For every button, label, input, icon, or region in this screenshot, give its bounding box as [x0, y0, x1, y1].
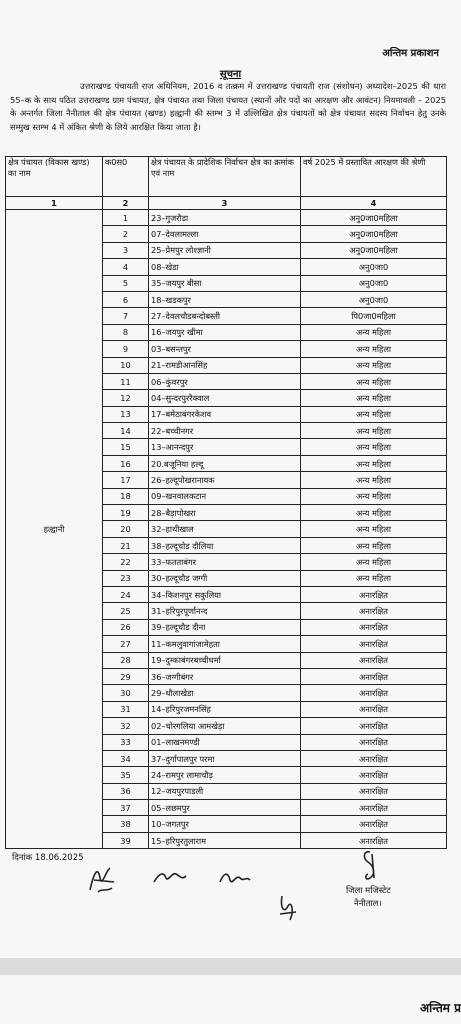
category-cell: अन्य महिला: [301, 488, 447, 504]
category-cell: अनारक्षित: [301, 701, 447, 717]
category-cell: अन्य महिला: [301, 423, 447, 439]
category-cell: अन्य महिला: [301, 406, 447, 422]
constituency-cell: 16–जयपुर खीमा: [149, 324, 301, 340]
category-cell: अनारक्षित: [301, 816, 447, 832]
constituency-cell: 34–किशनपुर सकुलिया: [149, 586, 301, 602]
serial-number-cell: 15: [103, 439, 149, 455]
serial-number-cell: 34: [103, 750, 149, 766]
constituency-cell: 04–सुन्दरपुररैक्वाल: [149, 390, 301, 406]
serial-number-cell: 23: [103, 570, 149, 586]
constituency-cell: 01–लाखनमण्डी: [149, 734, 301, 750]
category-cell: अनारक्षित: [301, 603, 447, 619]
notice-date: दिनांक 18.06.2025: [12, 853, 84, 863]
constituency-cell: 36–जग्गीबंगर: [149, 668, 301, 684]
constituency-cell: 02–चोरगलिया आमखेड़ा: [149, 718, 301, 734]
category-cell: अन्य महिला: [301, 357, 447, 373]
constituency-cell: 17–बमेठाबंगरकेशव: [149, 406, 301, 422]
signature-magistrate: [358, 848, 382, 884]
serial-number-cell: 22: [103, 554, 149, 570]
serial-number-cell: 13: [103, 406, 149, 422]
serial-number-cell: 24: [103, 586, 149, 602]
serial-number-cell: 37: [103, 800, 149, 816]
category-cell: अनारक्षित: [301, 718, 447, 734]
category-cell: अन्य महिला: [301, 472, 447, 488]
category-cell: अन्य महिला: [301, 439, 447, 455]
serial-number-cell: 5: [103, 275, 149, 291]
block-name-cell: हल्द्वानी: [6, 210, 103, 849]
table-header-row: [6, 157, 447, 197]
district-magistrate-title: जिला मजिस्टेट नैनीताल।: [346, 886, 391, 909]
constituency-cell: 22–बच्चीनगर: [149, 423, 301, 439]
constituency-cell: 05–लछमपुर: [149, 800, 301, 816]
serial-number-cell: 12: [103, 390, 149, 406]
serial-number-cell: 26: [103, 619, 149, 635]
header-serial-no: क0स0: [103, 157, 149, 197]
category-cell: अनु0जा0महिला: [301, 226, 447, 242]
category-cell: अन्य महिला: [301, 390, 447, 406]
category-cell: अनु0जा0महिला: [301, 210, 447, 226]
category-cell: अन्य महिला: [301, 554, 447, 570]
category-cell: अनारक्षित: [301, 734, 447, 750]
signature-3: [218, 868, 252, 890]
serial-number-cell: 6: [103, 291, 149, 307]
category-cell: अनारक्षित: [301, 668, 447, 684]
category-cell: अनारक्षित: [301, 783, 447, 799]
header-constituency: क्षेत्र पंचायत के प्रादेशिक निर्वाचन क्षेत्र का क्रमांक एवं नाम: [149, 157, 301, 197]
constituency-cell: 28–बैड़ापोखरा: [149, 505, 301, 521]
serial-number-cell: 20: [103, 521, 149, 537]
column-number: 2: [103, 197, 149, 210]
constituency-cell: 09–खनवालकटान: [149, 488, 301, 504]
column-number-row: [6, 197, 447, 210]
category-cell: अनु0जा0महिला: [301, 242, 447, 258]
serial-number-cell: 36: [103, 783, 149, 799]
constituency-cell: 12–जयपुरपाडली: [149, 783, 301, 799]
serial-number-cell: 9: [103, 341, 149, 357]
final-publication-label: अन्तिम प्रकाशन: [382, 48, 439, 59]
constituency-cell: 13–आनन्दपुर: [149, 439, 301, 455]
category-cell: अन्य महिला: [301, 521, 447, 537]
serial-number-cell: 3: [103, 242, 149, 258]
category-cell: अनारक्षित: [301, 636, 447, 652]
constituency-cell: 29–धौलाखेडा: [149, 685, 301, 701]
category-cell: अनारक्षित: [301, 685, 447, 701]
serial-number-cell: 1: [103, 210, 149, 226]
constituency-cell: 20.बजूनिया हल्दू: [149, 455, 301, 471]
category-cell: अन्य महिला: [301, 570, 447, 586]
serial-number-cell: 27: [103, 636, 149, 652]
category-cell: अनु0जा0: [301, 291, 447, 307]
header-reservation-category: वर्ष 2025 में प्रस्तावित आरक्षण की श्रेणी: [301, 157, 447, 197]
constituency-cell: 19–दुम्काबंगरबच्चीधर्मा: [149, 652, 301, 668]
constituency-cell: 37–दुर्गापालपुर परमा: [149, 750, 301, 766]
constituency-cell: 07–देवलामल्ला: [149, 226, 301, 242]
constituency-cell: 31–हरिपुरपूर्णानन्द: [149, 603, 301, 619]
category-cell: अनारक्षित: [301, 586, 447, 602]
serial-number-cell: 30: [103, 685, 149, 701]
serial-number-cell: 32: [103, 718, 149, 734]
serial-number-cell: 39: [103, 832, 149, 848]
constituency-cell: 39–हल्दूचौड दीना: [149, 619, 301, 635]
constituency-cell: 24–रामपुर लामाचौड़: [149, 767, 301, 783]
category-cell: अनारक्षित: [301, 652, 447, 668]
category-cell: अन्य महिला: [301, 537, 447, 553]
serial-number-cell: 17: [103, 472, 149, 488]
constituency-cell: 08–खेडा: [149, 259, 301, 275]
serial-number-cell: 18: [103, 488, 149, 504]
constituency-cell: 35–जयपुर बीसा: [149, 275, 301, 291]
constituency-cell: 18–खडकपुर: [149, 291, 301, 307]
constituency-cell: 15–हरिपुरतुलाराम: [149, 832, 301, 848]
constituency-cell: 10–जगतपुर: [149, 816, 301, 832]
serial-number-cell: 33: [103, 734, 149, 750]
serial-number-cell: 14: [103, 423, 149, 439]
category-cell: पि0जा0महिला: [301, 308, 447, 324]
next-page-label: अन्तिम प्र: [420, 1001, 461, 1015]
constituency-cell: 38–हल्दूचोड दौलिया: [149, 537, 301, 553]
constituency-cell: 30–हल्दूचौड जग्गी: [149, 570, 301, 586]
constituency-cell: 25–प्रेमपुर लोश्ज्ञानी: [149, 242, 301, 258]
constituency-cell: 21–रामडीआनसिंह: [149, 357, 301, 373]
constituency-cell: 11–कमलुवागांजामेहता: [149, 636, 301, 652]
column-number: 4: [301, 197, 447, 210]
serial-number-cell: 19: [103, 505, 149, 521]
serial-number-cell: 7: [103, 308, 149, 324]
category-cell: अन्य महिला: [301, 324, 447, 340]
category-cell: अनारक्षित: [301, 800, 447, 816]
header-block-name: क्षेत्र पंचायत (विकास खण्ड) का नाम: [6, 157, 103, 197]
serial-number-cell: 10: [103, 357, 149, 373]
serial-number-cell: 8: [103, 324, 149, 340]
serial-number-cell: 21: [103, 537, 149, 553]
category-cell: अनु0जा0: [301, 275, 447, 291]
constituency-cell: 23–गुजरौडा: [149, 210, 301, 226]
notice-intro-paragraph: उत्तराखण्ड पंचायती राज अधिनियम, 2016 व तत्क्रम में उत्तराखण्ड पंचायती राज (संशोधन) अध्यादेश–2025 की धारा 55–क के साथ पठित उत्तराखण्ड ग्राम पंचायत, क्षेत्र पंचायत तथा जिला पंचायत (स्थानों और पदों का आरक्षण और आवंटन) नियमावली – 2025 के अन्तर्गत जिला नैनीताल की क्षेत्र पंचायत (खण्ड) हल्द्वानी की स्तम्भ 3 में उल्लिखित क्षेत्र पंचायतों को क्षेत्र पंचायत सदस्य निर्वाचन हेतु उनके सम्मुख स्तम्भ 4 में अंकित श्रेणी के लिये आरक्षित किया जाता है।: [10, 81, 446, 133]
category-cell: अनु0जा0: [301, 259, 447, 275]
category-cell: अनारक्षित: [301, 619, 447, 635]
column-number: 3: [149, 197, 301, 210]
category-cell: अनारक्षित: [301, 832, 447, 848]
serial-number-cell: 4: [103, 259, 149, 275]
column-number: 1: [6, 197, 103, 210]
category-cell: अनारक्षित: [301, 750, 447, 766]
signature-1: [84, 862, 120, 896]
category-cell: अन्य महिला: [301, 455, 447, 471]
reservation-table: [5, 156, 447, 849]
category-cell: अनारक्षित: [301, 767, 447, 783]
category-cell: अन्य महिला: [301, 373, 447, 389]
constituency-cell: 32–हाथीखाल: [149, 521, 301, 537]
serial-number-cell: 16: [103, 455, 149, 471]
constituency-cell: 14–हरिपुरजमनसिंह: [149, 701, 301, 717]
notice-title: सूचना: [219, 69, 242, 80]
serial-number-cell: 35: [103, 767, 149, 783]
serial-number-cell: 25: [103, 603, 149, 619]
serial-number-cell: 31: [103, 701, 149, 717]
table-row: [6, 210, 447, 226]
constituency-cell: 27–देवलचौडबन्दोबस्ती: [149, 308, 301, 324]
category-cell: अन्य महिला: [301, 505, 447, 521]
constituency-cell: 26–हल्दूपोखरानायक: [149, 472, 301, 488]
category-cell: अन्य महिला: [301, 341, 447, 357]
serial-number-cell: 29: [103, 668, 149, 684]
serial-number-cell: 28: [103, 652, 149, 668]
serial-number-cell: 11: [103, 373, 149, 389]
signature-2: [152, 866, 188, 888]
constituency-cell: 06–कुंवरपुर: [149, 373, 301, 389]
signature-4: [276, 894, 300, 922]
constituency-cell: 03–बसन्तपुर: [149, 341, 301, 357]
serial-number-cell: 2: [103, 226, 149, 242]
serial-number-cell: 38: [103, 816, 149, 832]
constituency-cell: 33–फतताबंगर: [149, 554, 301, 570]
next-page-fragment: [0, 975, 461, 1024]
